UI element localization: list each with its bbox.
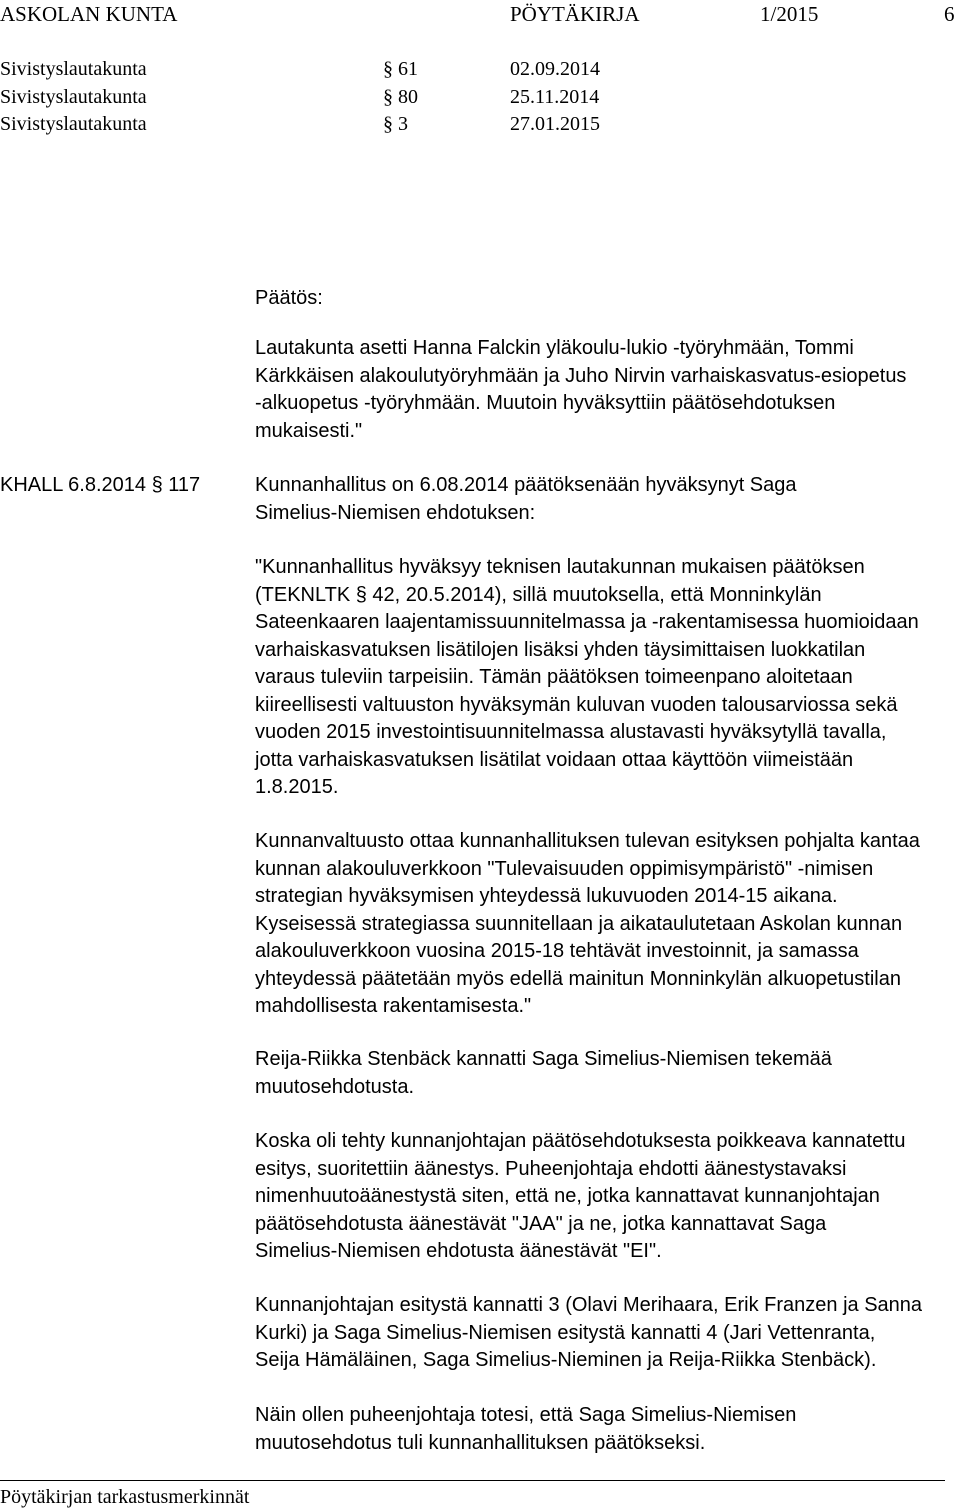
header-page-number: 6	[944, 2, 955, 26]
reference-date: 25.11.2014	[510, 85, 600, 108]
text-line: mukaisesti."	[255, 419, 363, 442]
text-line: -alkuopetus -työryhmään. Muutoin hyväksyttiin päätösehdotuksen	[255, 392, 836, 414]
text-line: Simelius-Niemisen ehdotusta äänestävät "EI".	[255, 1240, 662, 1262]
support-paragraph	[255, 1046, 960, 1101]
decision-label: Päätös:	[255, 287, 323, 309]
text-line: Reija-Riikka Stenbäck kannatti Saga Simelius-Niemisen tekemää	[255, 1048, 832, 1070]
text-line: jotta varhaiskasvatuksen lisätilat voidaan ottaa käyttöön viimeistään	[255, 748, 854, 771]
text-line: Kurki) ja Saga Simelius-Niemisen esitystä kannatti 4 (Jari Vettenranta,	[255, 1321, 876, 1344]
text-line: muutosehdotus tuli kunnanhallituksen päätökseksi.	[255, 1431, 706, 1454]
decision-paragraph	[255, 335, 960, 445]
text-line: Lautakunta asetti Hanna Falckin yläkoulu-lukio -työryhmään, Tommi	[255, 337, 854, 359]
khall-paragraph	[255, 472, 960, 527]
footer-divider	[0, 1480, 945, 1481]
text-line: Simelius-Niemisen ehdotuksen:	[255, 501, 536, 524]
text-line: kunnan alakouluverkkoon "Tulevaisuuden oppimisympäristö" -nimisen	[255, 857, 874, 880]
text-line: muutosehdotusta.	[255, 1075, 414, 1098]
reference-date: 02.09.2014	[510, 58, 600, 80]
reference-body: Sivistyslautakunta	[0, 58, 147, 80]
khall-reference: KHALL 6.8.2014 § 117	[0, 474, 201, 496]
text-line: "Kunnanhallitus hyväksyy teknisen lautakunnan mukaisen päätöksen	[255, 556, 865, 578]
text-line: Kunnanhallitus on 6.08.2014 päätöksenään hyväksynyt Saga	[255, 474, 797, 496]
text-line: Kyseisessä strategiassa suunnitellaan ja aikataulutetaan Askolan kunnan	[255, 912, 903, 935]
text-line: kiireellisesti valtuuston hyväksymän kuluvan vuoden talousarviossa sekä	[255, 693, 898, 716]
text-line: varhaiskasvatuksen lisätilojen lisäksi yhden täysimittaisen luokkatilan	[255, 638, 866, 661]
text-line: päätösehdotusta äänestävät "JAA" ja ne, jotka kannattavat Saga	[255, 1212, 827, 1235]
final-paragraph	[255, 1402, 960, 1457]
reference-section: § 80	[383, 85, 418, 108]
text-line: nimenhuutoäänestystä siten, että ne, jotka kannattavat kunnanjohtajan	[255, 1185, 880, 1207]
text-line: Kärkkäisen alakoulutyöryhmään ja Juho Nirvin varhaiskasvatus-esiopetus	[255, 364, 907, 387]
text-line: Kunnanvaltuusto ottaa kunnanhallituksen tulevan esityksen pohjalta kantaa	[255, 830, 920, 852]
text-line: Kunnanjohtajan esitystä kannatti 3 (Olavi Merihaara, Erik Franzen ja Sanna	[255, 1294, 923, 1316]
header-org: ASKOLAN KUNTA	[0, 2, 178, 26]
text-line: (TEKNLTK § 42, 20.5.2014), sillä muutoksella, että Monninkylän	[255, 583, 822, 606]
header-doc-type: PÖYTÄKIRJA	[510, 2, 640, 26]
reference-section: § 3	[383, 113, 408, 135]
text-line: Sateenkaaren laajentamissuunnitelmassa ja -rakentamisessa huomioidaan	[255, 611, 919, 633]
text-line: yhteydessä päätetään myös edellä mainitun Monninkylän alkuopetustilan	[255, 967, 901, 990]
result-paragraph	[255, 1292, 960, 1375]
reference-section: § 61	[383, 58, 418, 80]
text-line: Näin ollen puheenjohtaja totesi, että Saga Simelius-Niemisen	[255, 1404, 797, 1426]
text-line: 1.8.2015.	[255, 776, 339, 798]
council-paragraph	[255, 828, 960, 1021]
text-line: esitys, suoritettiin äänestys. Puheenjohtaja ehdotti äänestystavaksi	[255, 1157, 847, 1180]
footer-label: Pöytäkirjan tarkastusmerkinnät	[0, 1486, 250, 1508]
text-line: vuoden 2015 investointisuunnitelmassa alustavasti hyväksytyllä tavalla,	[255, 721, 887, 743]
text-line: strategian hyväksymisen yhteydessä lukuvuoden 2014-15 aikana.	[255, 885, 838, 907]
text-line: Koska oli tehty kunnanjohtajan päätösehdotuksesta poikkeava kannatettu	[255, 1130, 906, 1152]
reference-date: 27.01.2015	[510, 113, 600, 135]
quote-paragraph	[255, 554, 960, 802]
text-line: alakouluverkkoon vuosina 2015-18 tehtävät investoinnit, ja samassa	[255, 940, 859, 962]
text-line: Seija Hämäläinen, Saga Simelius-Nieminen ja Reija-Riikka Stenbäck).	[255, 1349, 877, 1371]
reference-body: Sivistyslautakunta	[0, 85, 147, 108]
header-doc-number: 1/2015	[760, 2, 819, 26]
vote-paragraph	[255, 1128, 960, 1266]
reference-body: Sivistyslautakunta	[0, 113, 147, 135]
text-line: varaus tuleviin tarpeisiin. Tämän päätöksen toimeenpano aloitetaan	[255, 666, 853, 688]
text-line: mahdollisesta rakentamisesta."	[255, 995, 532, 1017]
